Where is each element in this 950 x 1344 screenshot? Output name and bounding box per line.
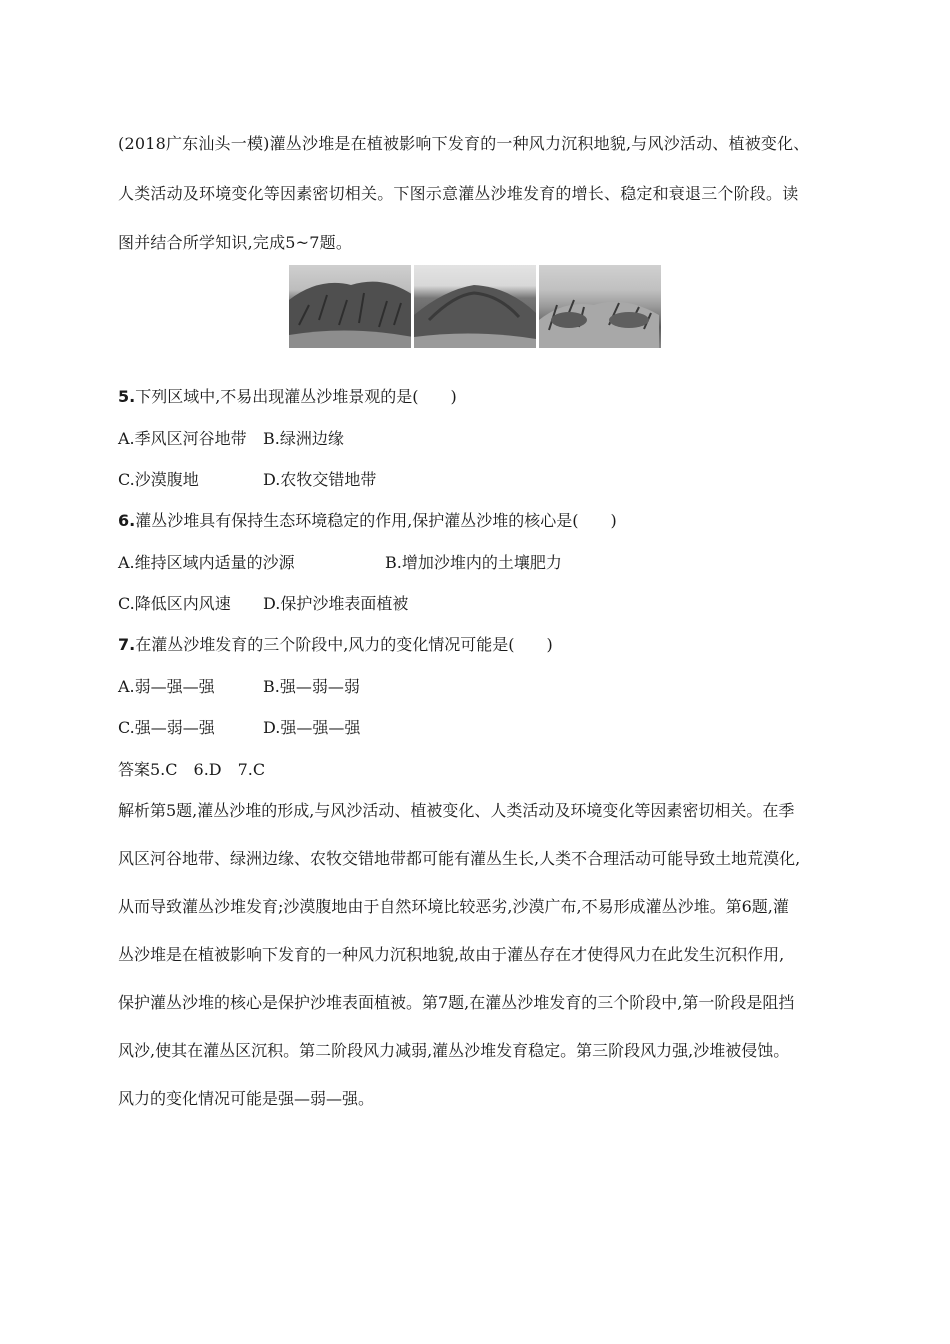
q5-option-c: C.沙漠腹地 [118,470,199,489]
intro-line-1: (2018广东汕头一模)灌丛沙堆是在植被影响下发育的一种风力沉积地貌,与风沙活动、植被变化、 [118,134,810,153]
question-number: 7. [118,635,136,654]
shrub-dune-photos [289,265,661,348]
question-number: 5. [118,387,136,406]
photo-growth-stage [289,265,411,348]
analysis-line-1: 解析第5题,灌丛沙堆的形成,与风沙活动、植被变化、人类活动及环境变化等因素密切相关。在季 [118,801,795,820]
intro-line-3: 图并结合所学知识,完成5~7题。 [118,233,353,252]
question-6 [118,508,617,531]
analysis-line-3: 从而导致灌丛沙堆发育;沙漠腹地由于自然环境比较恶劣,沙漠广布,不易形成灌丛沙堆。第6题,灌 [118,897,789,916]
q6-option-d: D.保护沙堆表面植被 [263,594,409,613]
q7-option-b: B.强—弱—弱 [263,677,360,696]
photo-stable-stage [414,265,536,348]
q6-option-b: B.增加沙堆内的土壤肥力 [385,553,562,572]
q5-option-b: B.绿洲边缘 [263,429,344,448]
answer-line: 答案5.C 6.D 7.C [118,760,266,779]
q7-option-d: D.强—强—强 [263,718,361,737]
intro-line-2: 人类活动及环境变化等因素密切相关。下图示意灌丛沙堆发育的增长、稳定和衰退三个阶段。读 [118,184,799,203]
analysis-line-4: 丛沙堆是在植被影响下发育的一种风力沉积地貌,故由于灌丛存在才使得风力在此发生沉积作用, [118,945,785,964]
q7-option-c: C.强—弱—强 [118,718,215,737]
question-stem: 下列区域中,不易出现灌丛沙堆景观的是( ) [135,387,457,406]
analysis-line-6: 风沙,使其在灌丛区沉积。第二阶段风力减弱,灌丛沙堆发育稳定。第三阶段风力强,沙堆被侵蚀。 [118,1041,790,1060]
q6-option-a: A.维持区域内适量的沙源 [118,553,295,572]
question-stem: 灌丛沙堆具有保持生态环境稳定的作用,保护灌丛沙堆的核心是( ) [135,511,617,530]
question-7 [118,632,553,655]
q5-option-d: D.农牧交错地带 [263,470,377,489]
q6-option-c: C.降低区内风速 [118,594,231,613]
question-number: 6. [118,511,136,530]
question-stem: 在灌丛沙堆发育的三个阶段中,风力的变化情况可能是( ) [135,635,553,654]
analysis-line-5: 保护灌丛沙堆的核心是保护沙堆表面植被。第7题,在灌丛沙堆发育的三个阶段中,第一阶段是阻挡 [118,993,795,1012]
photo-decline-stage [539,265,661,348]
analysis-line-7: 风力的变化情况可能是强—弱—强。 [118,1089,375,1108]
question-5 [118,384,457,407]
q7-option-a: A.弱—强—强 [118,677,215,696]
q5-option-a: A.季风区河谷地带 [118,429,247,448]
analysis-line-2: 风区河谷地带、绿洲边缘、农牧交错地带都可能有灌丛生长,人类不合理活动可能导致土地荒漠化, [118,849,801,868]
